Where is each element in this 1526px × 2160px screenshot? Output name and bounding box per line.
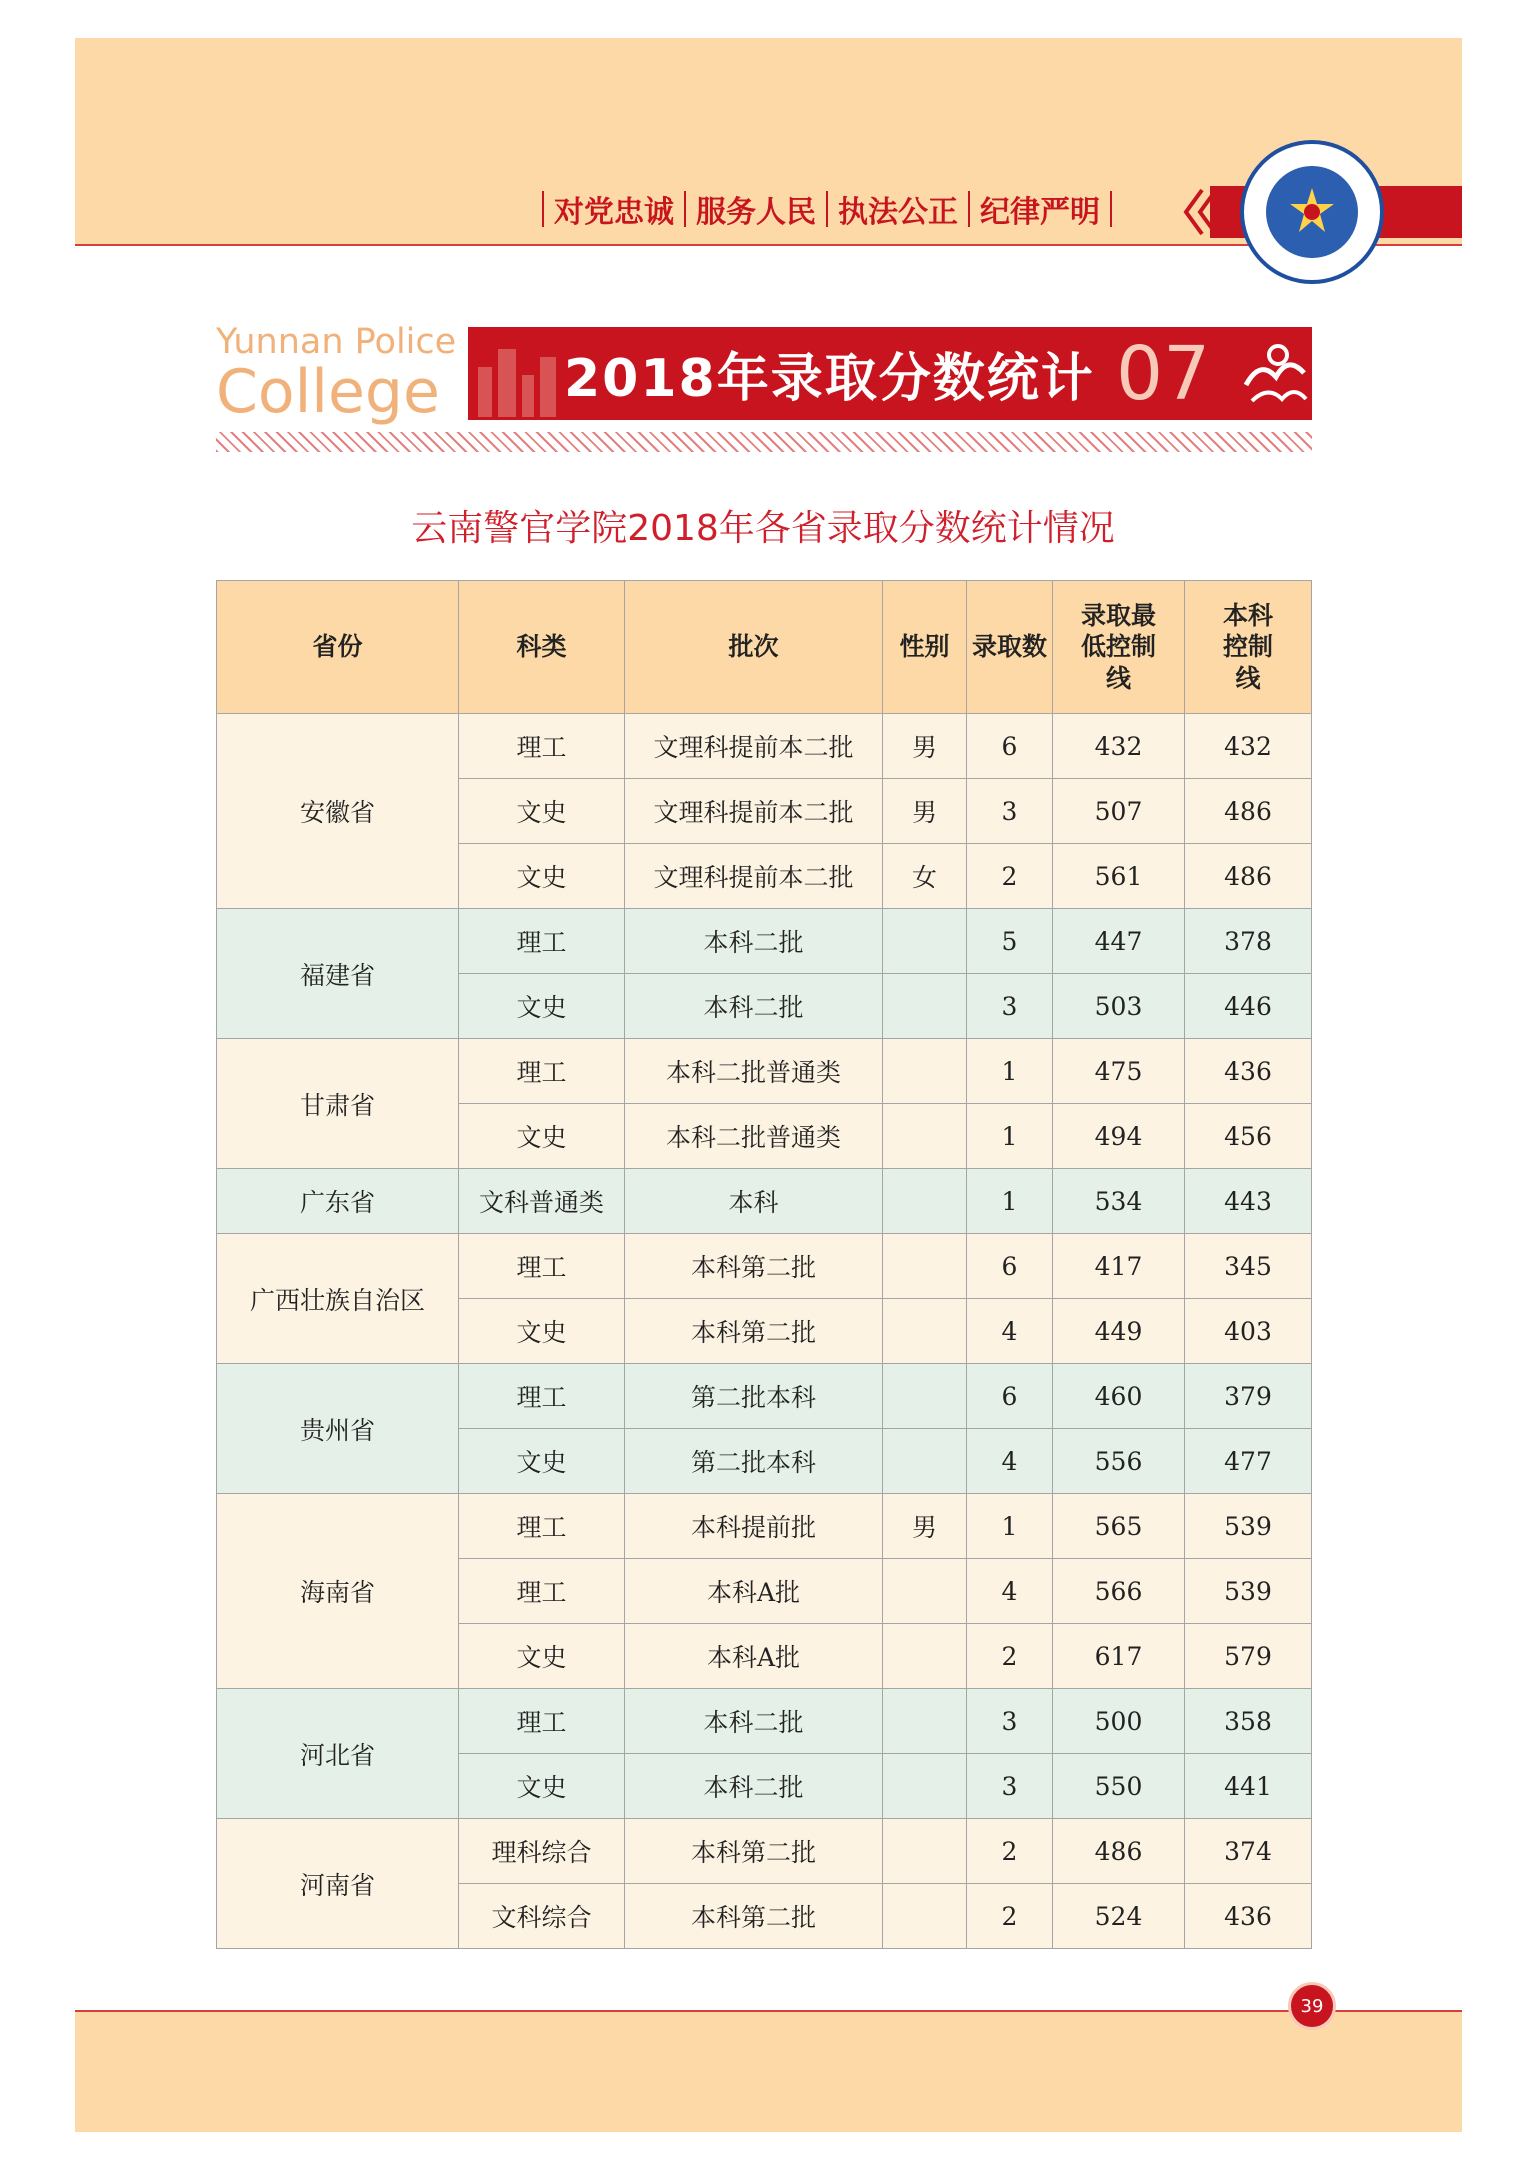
header-min-score: 录取最低控制线 xyxy=(1053,581,1185,714)
gender-cell xyxy=(883,1754,967,1819)
gender-cell xyxy=(883,1884,967,1949)
section-banner xyxy=(468,327,1312,420)
count-cell: 4 xyxy=(967,1299,1053,1364)
gender-cell xyxy=(883,1299,967,1364)
province-cell: 广东省 xyxy=(217,1169,459,1234)
province-cell: 贵州省 xyxy=(217,1364,459,1494)
table-row xyxy=(217,1169,1312,1234)
province-cell: 海南省 xyxy=(217,1494,459,1689)
min-score-cell: 449 xyxy=(1053,1299,1185,1364)
table-header-row xyxy=(217,581,1312,714)
province-cell: 河南省 xyxy=(217,1819,459,1949)
subject-cell: 文史 xyxy=(459,974,625,1039)
control-line-cell: 345 xyxy=(1185,1234,1312,1299)
wordmark-line1: Yunnan Police xyxy=(216,322,457,362)
header-subject: 科类 xyxy=(459,581,625,714)
min-score-cell: 432 xyxy=(1053,714,1185,779)
min-score-cell: 494 xyxy=(1053,1104,1185,1169)
section-title: 2018年录取分数统计 xyxy=(564,349,1095,409)
count-cell: 3 xyxy=(967,779,1053,844)
batch-cell: 第二批本科 xyxy=(625,1364,883,1429)
control-line-cell: 436 xyxy=(1185,1884,1312,1949)
motto-divider xyxy=(968,191,970,227)
subject-cell: 文史 xyxy=(459,1429,625,1494)
control-line-cell: 486 xyxy=(1185,844,1312,909)
subject-cell: 理工 xyxy=(459,1689,625,1754)
subject-cell: 文史 xyxy=(459,1624,625,1689)
header-count: 录取数 xyxy=(967,581,1053,714)
table-row xyxy=(217,1494,1312,1559)
control-line-cell: 539 xyxy=(1185,1494,1312,1559)
batch-cell: 本科第二批 xyxy=(625,1819,883,1884)
gender-cell: 男 xyxy=(883,1494,967,1559)
gender-cell: 女 xyxy=(883,844,967,909)
count-cell: 2 xyxy=(967,1884,1053,1949)
batch-cell: 本科A批 xyxy=(625,1624,883,1689)
batch-cell: 文理科提前本二批 xyxy=(625,779,883,844)
count-cell: 3 xyxy=(967,1689,1053,1754)
table-row xyxy=(217,909,1312,974)
count-cell: 6 xyxy=(967,1234,1053,1299)
motto-item: 服务人民 xyxy=(696,195,816,230)
batch-cell: 本科 xyxy=(625,1169,883,1234)
gender-cell xyxy=(883,909,967,974)
count-cell: 2 xyxy=(967,1624,1053,1689)
min-score-cell: 507 xyxy=(1053,779,1185,844)
motto-bar xyxy=(532,186,1122,232)
count-cell: 5 xyxy=(967,909,1053,974)
count-cell: 3 xyxy=(967,1754,1053,1819)
control-line-cell: 486 xyxy=(1185,779,1312,844)
motto-item: 执法公正 xyxy=(838,195,958,230)
min-score-cell: 566 xyxy=(1053,1559,1185,1624)
control-line-cell: 539 xyxy=(1185,1559,1312,1624)
table-row xyxy=(217,1364,1312,1429)
wordmark-line2: College xyxy=(216,357,440,427)
police-badge-icon xyxy=(1266,166,1358,258)
control-line-cell: 443 xyxy=(1185,1169,1312,1234)
min-score-cell: 460 xyxy=(1053,1364,1185,1429)
subject-cell: 文史 xyxy=(459,779,625,844)
min-score-cell: 500 xyxy=(1053,1689,1185,1754)
motto-item: 纪律严明 xyxy=(980,195,1100,230)
batch-cell: 本科二批 xyxy=(625,1689,883,1754)
batch-cell: 本科二批普通类 xyxy=(625,1104,883,1169)
motto-divider xyxy=(684,191,686,227)
subject-cell: 理科综合 xyxy=(459,1819,625,1884)
min-score-cell: 524 xyxy=(1053,1884,1185,1949)
control-line-cell: 441 xyxy=(1185,1754,1312,1819)
gender-cell xyxy=(883,974,967,1039)
table-row xyxy=(217,1689,1312,1754)
subject-cell: 理工 xyxy=(459,1494,625,1559)
table-row xyxy=(217,1039,1312,1104)
province-cell: 安徽省 xyxy=(217,714,459,909)
gender-cell xyxy=(883,1039,967,1104)
min-score-cell: 561 xyxy=(1053,844,1185,909)
motto-divider xyxy=(826,191,828,227)
table-title: 云南警官学院2018年各省录取分数统计情况 xyxy=(411,508,1115,549)
batch-cell: 第二批本科 xyxy=(625,1429,883,1494)
batch-cell: 本科第二批 xyxy=(625,1234,883,1299)
gender-cell xyxy=(883,1689,967,1754)
subject-cell: 理工 xyxy=(459,1234,625,1299)
min-score-cell: 534 xyxy=(1053,1169,1185,1234)
batch-cell: 本科A批 xyxy=(625,1559,883,1624)
count-cell: 4 xyxy=(967,1559,1053,1624)
min-score-cell: 486 xyxy=(1053,1819,1185,1884)
min-score-cell: 617 xyxy=(1053,1624,1185,1689)
gender-cell: 男 xyxy=(883,714,967,779)
landmark-illustration-icon xyxy=(468,327,578,420)
batch-cell: 本科提前批 xyxy=(625,1494,883,1559)
gender-cell xyxy=(883,1104,967,1169)
count-cell: 1 xyxy=(967,1494,1053,1559)
control-line-cell: 379 xyxy=(1185,1364,1312,1429)
page-number: 39 xyxy=(1288,1982,1336,2030)
section-number: 07 xyxy=(1116,330,1211,417)
min-score-cell: 417 xyxy=(1053,1234,1185,1299)
province-cell: 福建省 xyxy=(217,909,459,1039)
table-row xyxy=(217,1234,1312,1299)
count-cell: 6 xyxy=(967,714,1053,779)
count-cell: 1 xyxy=(967,1169,1053,1234)
count-cell: 1 xyxy=(967,1104,1053,1169)
gender-cell xyxy=(883,1234,967,1299)
header-gender: 性别 xyxy=(883,581,967,714)
count-cell: 6 xyxy=(967,1364,1053,1429)
auspicious-cloud-icon xyxy=(1238,325,1312,421)
subject-cell: 理工 xyxy=(459,714,625,779)
min-score-cell: 447 xyxy=(1053,909,1185,974)
subject-cell: 理工 xyxy=(459,1364,625,1429)
decorative-zigzag-divider xyxy=(216,432,1312,452)
gender-cell xyxy=(883,1364,967,1429)
batch-cell: 本科第二批 xyxy=(625,1299,883,1364)
subject-cell: 理工 xyxy=(459,909,625,974)
gender-cell xyxy=(883,1819,967,1884)
batch-cell: 本科二批 xyxy=(625,1754,883,1819)
subject-cell: 文史 xyxy=(459,1754,625,1819)
table-row xyxy=(217,1819,1312,1884)
control-line-cell: 374 xyxy=(1185,1819,1312,1884)
motto-item: 对党忠诚 xyxy=(554,195,674,230)
control-line-cell: 378 xyxy=(1185,909,1312,974)
motto-divider xyxy=(1110,191,1112,227)
min-score-cell: 503 xyxy=(1053,974,1185,1039)
min-score-cell: 556 xyxy=(1053,1429,1185,1494)
header-batch: 批次 xyxy=(625,581,883,714)
control-line-cell: 403 xyxy=(1185,1299,1312,1364)
subject-cell: 文史 xyxy=(459,844,625,909)
control-line-cell: 579 xyxy=(1185,1624,1312,1689)
batch-cell: 文理科提前本二批 xyxy=(625,714,883,779)
province-cell: 广西壮族自治区 xyxy=(217,1234,459,1364)
subject-cell: 理工 xyxy=(459,1039,625,1104)
subject-cell: 文史 xyxy=(459,1299,625,1364)
gender-cell xyxy=(883,1169,967,1234)
gender-cell xyxy=(883,1559,967,1624)
min-score-cell: 475 xyxy=(1053,1039,1185,1104)
gender-cell xyxy=(883,1429,967,1494)
count-cell: 2 xyxy=(967,844,1053,909)
count-cell: 2 xyxy=(967,1819,1053,1884)
header-province: 省份 xyxy=(217,581,459,714)
batch-cell: 本科第二批 xyxy=(625,1884,883,1949)
table-row xyxy=(217,714,1312,779)
province-cell: 河北省 xyxy=(217,1689,459,1819)
header-control-line: 本科控制线 xyxy=(1185,581,1312,714)
college-logo xyxy=(1240,140,1384,284)
count-cell: 4 xyxy=(967,1429,1053,1494)
min-score-cell: 550 xyxy=(1053,1754,1185,1819)
batch-cell: 文理科提前本二批 xyxy=(625,844,883,909)
gender-cell xyxy=(883,1624,967,1689)
gender-cell: 男 xyxy=(883,779,967,844)
batch-cell: 本科二批普通类 xyxy=(625,1039,883,1104)
count-cell: 1 xyxy=(967,1039,1053,1104)
control-line-cell: 477 xyxy=(1185,1429,1312,1494)
college-wordmark xyxy=(216,322,457,427)
subject-cell: 文科综合 xyxy=(459,1884,625,1949)
subject-cell: 文史 xyxy=(459,1104,625,1169)
control-line-cell: 432 xyxy=(1185,714,1312,779)
subject-cell: 文科普通类 xyxy=(459,1169,625,1234)
admission-scores-table xyxy=(216,580,1312,1949)
batch-cell: 本科二批 xyxy=(625,974,883,1039)
control-line-cell: 446 xyxy=(1185,974,1312,1039)
table-body xyxy=(217,714,1312,1949)
footer-band xyxy=(75,2010,1462,2132)
subject-cell: 理工 xyxy=(459,1559,625,1624)
count-cell: 3 xyxy=(967,974,1053,1039)
province-cell: 甘肃省 xyxy=(217,1039,459,1169)
min-score-cell: 565 xyxy=(1053,1494,1185,1559)
control-line-cell: 358 xyxy=(1185,1689,1312,1754)
motto-divider xyxy=(542,191,544,227)
control-line-cell: 436 xyxy=(1185,1039,1312,1104)
control-line-cell: 456 xyxy=(1185,1104,1312,1169)
batch-cell: 本科二批 xyxy=(625,909,883,974)
